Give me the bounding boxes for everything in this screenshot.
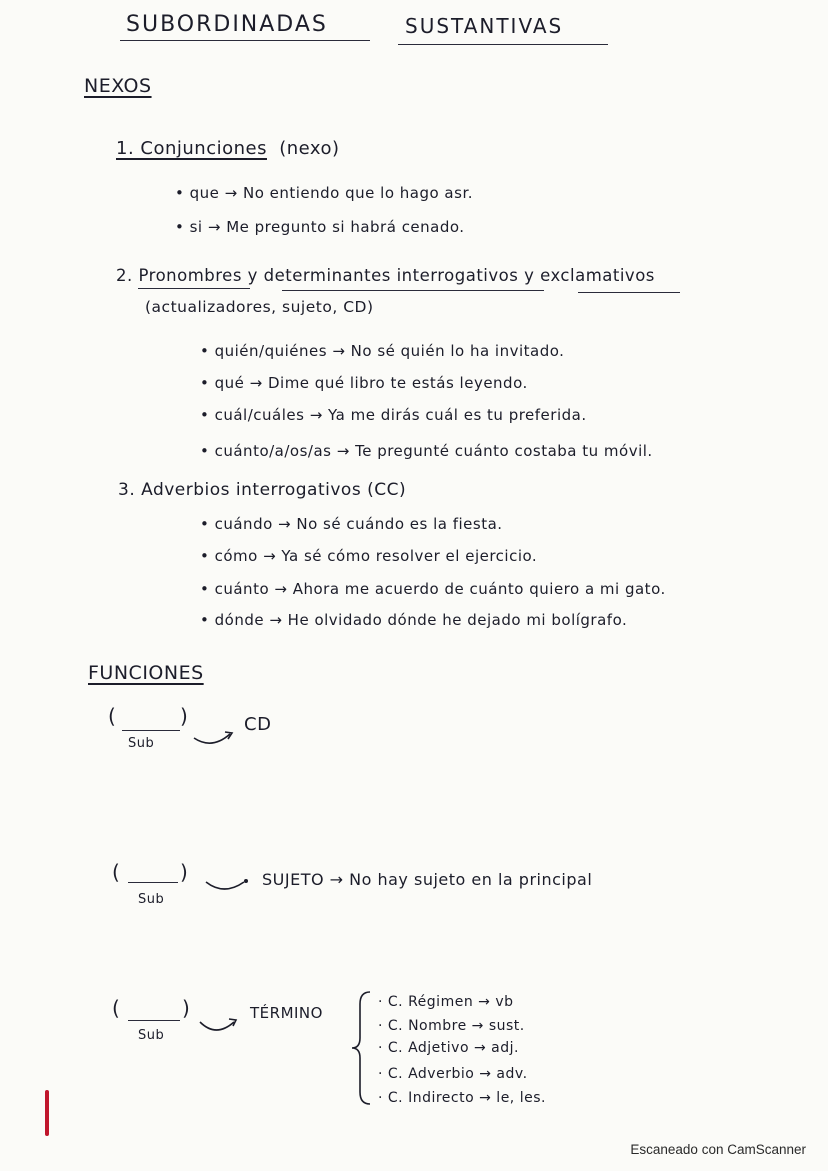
nexo-3-example-3: • cuánto → Ahora me acuerdo de cuánto quiero a mi gato. bbox=[200, 580, 666, 598]
title-left: SUBORDINADAS bbox=[126, 12, 328, 37]
nexo-2-underline-b bbox=[282, 290, 544, 291]
cd-bracket: ( bbox=[108, 704, 117, 728]
nexo-1-example-2: • si → Me pregunto si habrá cenado. bbox=[175, 218, 465, 236]
termino-bracket-close: ) bbox=[182, 996, 191, 1020]
termino-item-2: · C. Nombre → sust. bbox=[378, 1018, 525, 1034]
funciones-heading: FUNCIONES bbox=[88, 662, 204, 684]
sujeto-curve-arrow bbox=[204, 872, 254, 896]
nexo-1-title: 1. Conjunciones bbox=[116, 138, 267, 159]
cd-label: CD bbox=[244, 714, 272, 735]
termino-item-4: · C. Adverbio → adv. bbox=[378, 1066, 528, 1082]
termino-curve-arrow bbox=[198, 1010, 244, 1038]
termino-bracket: ( bbox=[112, 996, 121, 1020]
termino-item-5: · C. Indirecto → le, les. bbox=[378, 1090, 546, 1106]
termino-sub-label: Sub bbox=[138, 1028, 165, 1043]
nexo-1-example-1: • que → No entiendo que lo hago asr. bbox=[175, 184, 473, 202]
termino-item-3: · C. Adjetivo → adj. bbox=[378, 1040, 519, 1056]
nexo-3-example-4: • dónde → He olvidado dónde he dejado mi bolígrafo. bbox=[200, 611, 628, 629]
termino-curly-brace bbox=[350, 990, 374, 1106]
sujeto-bracket-close: ) bbox=[180, 860, 189, 884]
nexo-1-label bbox=[116, 138, 340, 159]
nexo-2-label: 2. Pronombres y determinantes interrogativos y exclamativos bbox=[116, 266, 655, 285]
termino-item-1: · C. Régimen → vb bbox=[378, 994, 514, 1010]
nexo-3-label: 3. Adverbios interrogativos (CC) bbox=[118, 480, 407, 500]
termino-blank bbox=[128, 1020, 180, 1021]
termino-label: TÉRMINO bbox=[250, 1004, 323, 1022]
title-right: SUSTANTIVAS bbox=[405, 14, 564, 38]
nexo-2-example-3: • cuál/cuáles → Ya me dirás cuál es tu preferida. bbox=[200, 406, 587, 424]
title-underline-right bbox=[398, 44, 608, 45]
nexo-2-example-2: • qué → Dime qué libro te estás leyendo. bbox=[200, 374, 528, 392]
title-underline-left bbox=[120, 40, 370, 41]
cd-sub-label: Sub bbox=[128, 736, 155, 751]
nexo-1-note: (nexo) bbox=[279, 138, 340, 159]
nexos-heading: NEXOS bbox=[84, 75, 152, 97]
sujeto-sub-label: Sub bbox=[138, 892, 165, 907]
sujeto-blank bbox=[128, 882, 178, 883]
cd-curve-arrow bbox=[192, 720, 242, 750]
nexo-2-underline-c bbox=[578, 292, 680, 293]
sujeto-label: SUJETO → No hay sujeto en la principal bbox=[262, 870, 593, 889]
sujeto-bracket: ( bbox=[112, 860, 121, 884]
cd-blank bbox=[122, 730, 180, 731]
nexo-2-example-1: • quién/quiénes → No sé quién lo ha invitado. bbox=[200, 342, 565, 360]
nexo-3-example-1: • cuándo → No sé cuándo es la fiesta. bbox=[200, 515, 503, 533]
nexo-2-underline-a bbox=[138, 288, 250, 289]
nexo-2-note: (actualizadores, sujeto, CD) bbox=[145, 298, 374, 316]
scanner-watermark: Escaneado con CamScanner bbox=[630, 1142, 806, 1157]
nexo-2-example-4: • cuánto/a/os/as → Te pregunté cuánto costaba tu móvil. bbox=[200, 442, 653, 460]
nexo-3-example-2: • cómo → Ya sé cómo resolver el ejercicio. bbox=[200, 547, 538, 565]
cd-bracket-close: ) bbox=[180, 704, 189, 728]
red-pen-mark bbox=[45, 1090, 49, 1136]
